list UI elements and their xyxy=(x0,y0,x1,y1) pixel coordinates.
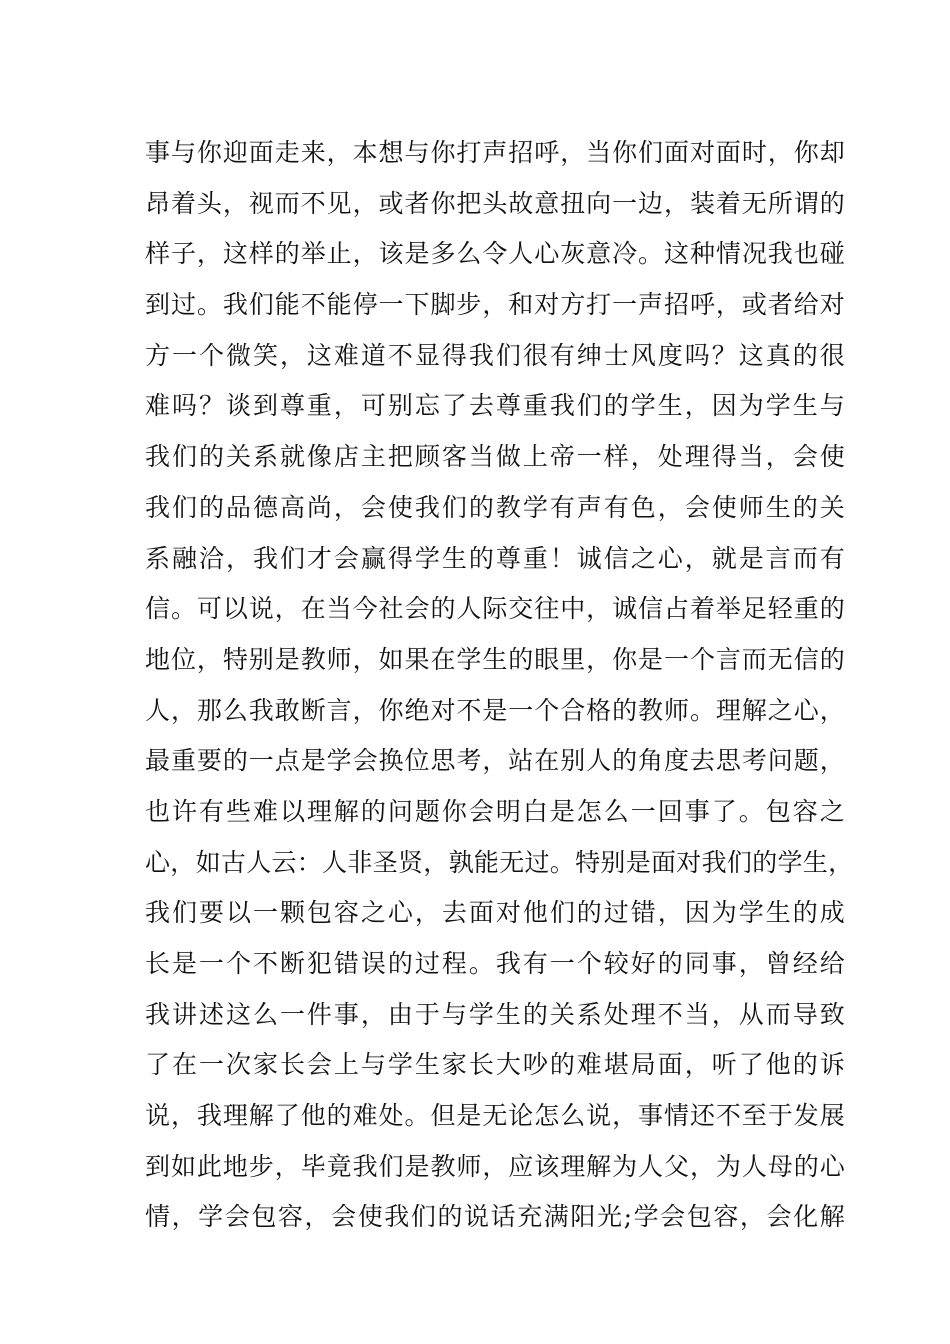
text-line: 长是一个不断犯错误的过程。我有一个较好的同事，曾经给 xyxy=(145,949,845,978)
text-line: 到过。我们能不能停一下脚步，和对方打一声招呼，或者给对 xyxy=(145,290,845,320)
text-line: 情，学会包容，会使我们的说话充满阳光;学会包容，会化解 xyxy=(145,1202,845,1232)
text-line: 了在一次家长会上与学生家长大吵的难堪局面，听了他的诉 xyxy=(145,1050,845,1080)
text-line: 我们要以一颗包容之心，去面对他们的过错，因为学生的成 xyxy=(145,898,845,928)
text-line: 地位，特别是教师，如果在学生的眼里，你是一个言而无信的 xyxy=(145,644,845,674)
text-line: 系融洽，我们才会赢得学生的尊重！诚信之心，就是言而有 xyxy=(145,543,845,573)
text-line: 我讲述这么一件事，由于与学生的关系处理不当，从而导致 xyxy=(145,999,845,1029)
text-line: 心，如古人云：人非圣贤，孰能无过。特别是面对我们的学生， xyxy=(145,847,854,877)
text-line: 样子，这样的举止，该是多么令人心灰意冷。这种情况我也碰 xyxy=(145,239,845,269)
body-text xyxy=(145,128,854,1243)
text-line: 方一个微笑，这难道不显得我们很有绅士风度吗？这真的很 xyxy=(145,340,845,370)
text-line: 信。可以说，在当今社会的人际交往中，诚信占着举足轻重的 xyxy=(145,594,845,624)
text-line: 我们的品德高尚，会使我们的教学有声有色，会使师生的关 xyxy=(145,492,845,522)
text-line: 人，那么我敢断言，你绝对不是一个合格的教师。理解之心， xyxy=(145,695,845,725)
text-line: 昂着头，视而不见，或者你把头故意扭向一边，装着无所谓的 xyxy=(145,188,845,218)
text-line: 我们的关系就像店主把顾客当做上帝一样，处理得当，会使 xyxy=(145,442,845,472)
text-line: 到如此地步，毕竟我们是教师，应该理解为人父，为人母的心 xyxy=(145,1151,845,1181)
text-line: 也许有些难以理解的问题你会明白是怎么一回事了。包容之 xyxy=(145,796,845,826)
text-line: 事与你迎面走来，本想与你打声招呼，当你们面对面时，你却 xyxy=(145,138,845,167)
text-line: 说，我理解了他的难处。但是无论怎么说，事情还不至于发展 xyxy=(145,1101,845,1131)
text-line: 最重要的一点是学会换位思考，站在别人的角度去思考问题， xyxy=(145,746,845,776)
text-line: 难吗？谈到尊重，可别忘了去尊重我们的学生，因为学生与 xyxy=(145,391,845,421)
